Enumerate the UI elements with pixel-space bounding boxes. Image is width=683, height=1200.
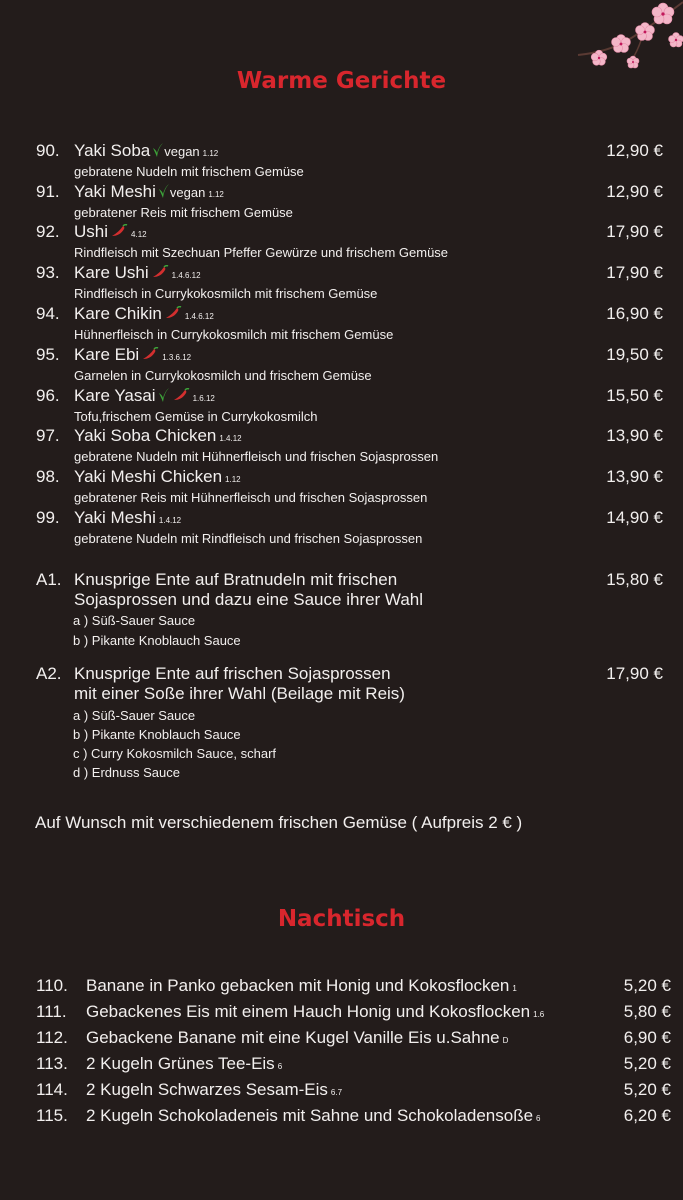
sauce-option: a ) Süß-Sauer Sauce bbox=[73, 708, 196, 723]
item-name: 2 Kugeln Schokoladeneis mit Sahne und Schokoladensoße 6 bbox=[86, 1106, 541, 1125]
chili-icon bbox=[172, 388, 190, 402]
item-name-line: mit einer Soße ihrer Wahl (Beilage mit Reis) bbox=[74, 684, 405, 703]
item-description: Hühnerfleisch in Currykokosmilch mit frischem Gemüse bbox=[74, 327, 394, 342]
item-description: Garnelen in Currykokosmilch und frischem Gemüse bbox=[74, 368, 372, 383]
item-price: 17,90 € bbox=[606, 222, 663, 241]
allergen-code: 1 bbox=[512, 984, 517, 993]
item-number: 110. bbox=[36, 976, 68, 995]
allergen-code: 1.6 bbox=[533, 1010, 545, 1019]
menu-item bbox=[0, 426, 683, 467]
item-number: 111. bbox=[36, 1002, 67, 1021]
leaf-icon bbox=[158, 387, 170, 403]
item-name: Gebackene Banane mit eine Kugel Vanille Eis u.Sahne D bbox=[86, 1028, 509, 1047]
item-name: 2 Kugeln Grünes Tee-Eis 6 bbox=[86, 1054, 283, 1073]
item-price: 12,90 € bbox=[606, 141, 663, 160]
item-number: 90. bbox=[36, 141, 60, 160]
allergen-code: 1.4.12 bbox=[158, 516, 182, 525]
menu-item bbox=[0, 182, 683, 223]
dessert-item bbox=[0, 1054, 683, 1078]
item-name: Yaki Meshi Chicken 1.12 bbox=[74, 467, 241, 486]
item-name: Ushi 4.12 bbox=[74, 222, 147, 241]
item-name: Yaki Meshi 1.4.12 bbox=[74, 508, 182, 527]
menu-item bbox=[0, 386, 683, 427]
item-name: 2 Kugeln Schwarzes Sesam-Eis 6.7 bbox=[86, 1080, 343, 1099]
item-number: 112. bbox=[36, 1028, 68, 1047]
item-price: 16,90 € bbox=[606, 304, 663, 323]
allergen-code: 6.7 bbox=[330, 1088, 343, 1097]
item-name: Kare Ebi 1.3.6.12 bbox=[74, 345, 192, 364]
item-number: 93. bbox=[36, 263, 60, 282]
sauce-option: c ) Curry Kokosmilch Sauce, scharf bbox=[73, 746, 277, 761]
item-description: gebratener Reis mit frischem Gemüse bbox=[74, 205, 293, 220]
item-number: 91. bbox=[36, 182, 60, 201]
dessert-item bbox=[0, 1002, 683, 1026]
item-number: 96. bbox=[36, 386, 60, 405]
chili-icon bbox=[151, 265, 169, 279]
item-number: 97. bbox=[36, 426, 60, 445]
item-number: 99. bbox=[36, 508, 60, 527]
menu-item bbox=[0, 141, 683, 182]
vegan-label: vegan bbox=[169, 185, 206, 200]
section-title-warme-gerichte: Warme Gerichte bbox=[236, 68, 447, 94]
allergen-code: 6 bbox=[536, 1114, 541, 1123]
allergen-code: 1.3.6.12 bbox=[162, 353, 192, 362]
allergen-code: 1.4.6.12 bbox=[171, 271, 201, 280]
item-price: 5,20 € bbox=[623, 1080, 671, 1099]
item-description: Rindfleisch in Currykokosmilch mit frischem Gemüse bbox=[74, 286, 378, 301]
item-name: Kare Yasai 1.6.12 bbox=[74, 386, 215, 405]
menu-item bbox=[0, 222, 683, 263]
item-price: 19,50 € bbox=[606, 345, 663, 364]
item-description: gebratene Nudeln mit frischem Gemüse bbox=[74, 164, 304, 179]
item-number: 92. bbox=[36, 222, 60, 241]
dessert-item bbox=[0, 976, 683, 1000]
dessert-item bbox=[0, 1080, 683, 1104]
item-price: 14,90 € bbox=[606, 508, 663, 527]
item-price: 15,80 € bbox=[606, 570, 663, 589]
menu-item bbox=[0, 467, 683, 508]
item-name-line: Sojasprossen und dazu eine Sauce ihrer Wahl bbox=[74, 590, 424, 609]
item-price: 6,20 € bbox=[623, 1106, 671, 1125]
item-price: 13,90 € bbox=[606, 467, 663, 486]
item-price: 5,20 € bbox=[623, 1054, 671, 1073]
item-price: 6,90 € bbox=[623, 1028, 671, 1047]
item-price: 17,90 € bbox=[606, 664, 663, 683]
allergen-code: 1.12 bbox=[202, 149, 219, 158]
menu-item bbox=[0, 508, 683, 549]
item-name: Kare Ushi 1.4.6.12 bbox=[74, 263, 201, 282]
menu-item bbox=[0, 345, 683, 386]
sauce-option: b ) Pikante Knoblauch Sauce bbox=[73, 633, 241, 648]
item-name: Gebackenes Eis mit einem Hauch Honig und Kokosflocken 1.6 bbox=[86, 1002, 545, 1021]
dessert-item bbox=[0, 1028, 683, 1052]
item-description: gebratene Nudeln mit Hühnerfleisch und frischen Sojasprossen bbox=[74, 449, 439, 464]
item-number: 115. bbox=[36, 1106, 68, 1125]
allergen-code: 1.4.12 bbox=[219, 434, 242, 443]
allergen-code: 1.6.12 bbox=[192, 394, 215, 403]
extra-vegetables-note: Auf Wunsch mit verschiedenem frischen Gemüse ( Aufpreis 2 € ) bbox=[35, 813, 523, 832]
item-price: 13,90 € bbox=[606, 426, 663, 445]
item-price: 5,20 € bbox=[623, 976, 671, 995]
item-price: 5,80 € bbox=[623, 1002, 671, 1021]
item-description: Rindfleisch mit Szechuan Pfeffer Gewürze und frischem Gemüse bbox=[74, 245, 449, 260]
item-name-line: Knusprige Ente auf Bratnudeln mit frischen bbox=[74, 570, 398, 589]
item-number: 114. bbox=[36, 1080, 68, 1099]
vegan-label: vegan bbox=[164, 144, 200, 159]
leaf-icon bbox=[152, 142, 164, 158]
cherry-blossom-decoration bbox=[573, 0, 683, 75]
chili-icon bbox=[164, 306, 182, 320]
item-name: Yaki Soba Chicken 1.4.12 bbox=[74, 426, 242, 445]
menu-item bbox=[0, 304, 683, 345]
menu-item bbox=[0, 263, 683, 304]
item-number: 94. bbox=[36, 304, 60, 323]
item-number: 113. bbox=[36, 1054, 68, 1073]
item-number: A1. bbox=[36, 570, 62, 589]
allergen-code: 4.12 bbox=[131, 230, 147, 239]
item-name: Banane in Panko gebacken mit Honig und Kokosflocken 1 bbox=[86, 976, 517, 995]
combo-item-a1 bbox=[0, 570, 683, 650]
allergen-code: 1.4.6.12 bbox=[184, 312, 214, 321]
section-title-nachtisch: Nachtisch bbox=[277, 906, 406, 932]
chili-icon bbox=[110, 224, 128, 238]
item-number: A2. bbox=[36, 664, 62, 683]
combo-item-a2 bbox=[0, 664, 683, 784]
item-number: 95. bbox=[36, 345, 60, 364]
sauce-option: b ) Pikante Knoblauch Sauce bbox=[73, 727, 241, 742]
dessert-item bbox=[0, 1106, 683, 1130]
item-description: Tofu,frischem Gemüse in Currykokosmilch bbox=[74, 409, 318, 424]
item-name: Yaki Meshi vegan 1.12 bbox=[74, 182, 224, 201]
item-description: gebratene Nudeln mit Rindfleisch und frischen Sojasprossen bbox=[74, 531, 423, 546]
allergen-code: D bbox=[502, 1036, 509, 1045]
allergen-code: 6 bbox=[277, 1062, 283, 1071]
item-description: gebratener Reis mit Hühnerfleisch und frischen Sojasprossen bbox=[74, 490, 428, 505]
item-number: 98. bbox=[36, 467, 60, 486]
chili-icon bbox=[141, 347, 159, 361]
item-name: Kare Chikin 1.4.6.12 bbox=[74, 304, 214, 323]
allergen-code: 1.12 bbox=[225, 475, 241, 484]
item-price: 17,90 € bbox=[606, 263, 663, 282]
sauce-option: d ) Erdnuss Sauce bbox=[73, 765, 180, 780]
item-name: Yaki Soba vegan 1.12 bbox=[74, 141, 219, 160]
item-price: 15,50 € bbox=[606, 386, 663, 405]
item-name-line: Knusprige Ente auf frischen Sojasprossen bbox=[74, 664, 391, 683]
sauce-option: a ) Süß-Sauer Sauce bbox=[73, 613, 196, 628]
allergen-code: 1.12 bbox=[208, 190, 224, 199]
item-price: 12,90 € bbox=[606, 182, 663, 201]
leaf-icon bbox=[158, 183, 170, 199]
